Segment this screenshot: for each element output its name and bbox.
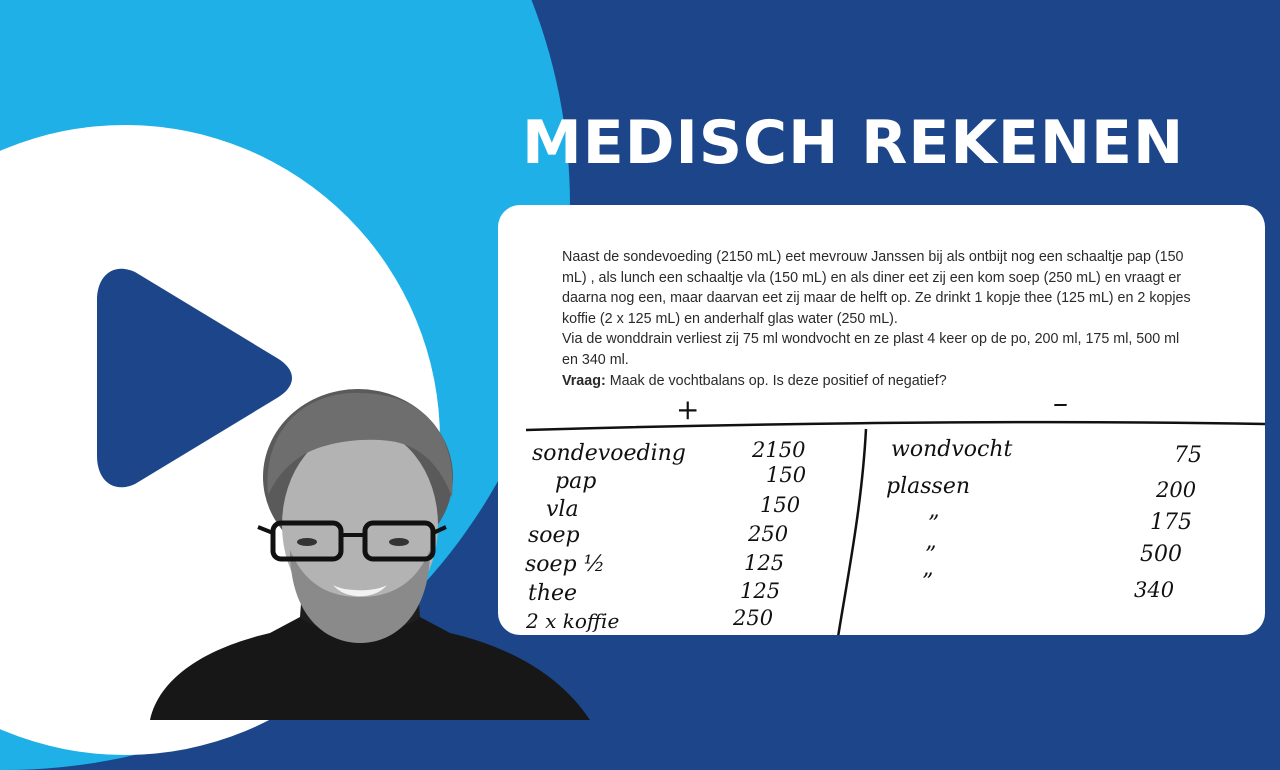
intake-label-2: pap <box>555 469 597 494</box>
presenter-photo <box>150 385 590 720</box>
output-value-1: 75 <box>1174 443 1202 468</box>
output-label-2: plassen <box>886 474 971 499</box>
table-divider-line <box>838 429 866 635</box>
output-value-3: 175 <box>1150 510 1192 535</box>
intake-label-7: 2 x koffie <box>526 609 620 633</box>
output-value-2: 200 <box>1156 478 1197 502</box>
question-label: Vraag: <box>562 372 606 389</box>
intake-label-6: thee <box>528 581 578 606</box>
output-value-4: 500 <box>1140 542 1182 567</box>
table-header-line <box>526 422 1265 430</box>
output-label-4: ” <box>925 543 937 568</box>
intake-label-5: soep ½ <box>525 552 605 577</box>
intake-label-1: sondevoeding <box>532 441 686 466</box>
intake-value-5: 125 <box>744 551 785 575</box>
intake-value-6: 125 <box>740 579 781 603</box>
intake-value-4: 250 <box>748 522 789 546</box>
fluid-balance-table <box>498 205 1265 635</box>
intake-value-2: 150 <box>766 463 807 487</box>
plus-header: + <box>676 393 700 426</box>
exercise-card <box>498 205 1265 635</box>
intake-value-3: 150 <box>760 493 801 517</box>
output-label-5: ” <box>922 570 934 595</box>
intake-value-7: 250 <box>733 606 774 630</box>
output-label-3: ” <box>928 512 940 537</box>
problem-paragraph-2: Via de wonddrain verliest zij 75 ml wondvocht en ze plast 4 keer op de po, 200 ml, 175 ml, 500 ml en 340 ml. <box>562 331 1180 368</box>
minus-header: – <box>1053 386 1068 421</box>
question-text: Maak de vochtbalans op. Is deze positief of negatief? <box>605 372 947 389</box>
problem-paragraph-1: Naast de sondevoeding (2150 mL) eet mevrouw Janssen bij als ontbijt nog een schaaltje pap (150 mL) , als lunch een schaaltje vla (150 mL) en als diner eet zij een kom soep (250 mL) en vraagt er daarna nog een, maar daarvan eet zij maar de helft op. Ze drinkt 1 kopje thee (125 mL) en 2 kopjes koffie (2 x 125 mL) en anderhalf glas water (250 mL). <box>562 249 1191 327</box>
output-label-1: wondvocht <box>891 437 1013 462</box>
intake-label-4: soep <box>528 523 580 548</box>
intake-label-3: vla <box>546 497 579 522</box>
output-value-5: 340 <box>1134 578 1175 602</box>
intake-value-1: 2150 <box>752 438 806 462</box>
page-title: MEDISCH REKENEN <box>522 108 1185 178</box>
